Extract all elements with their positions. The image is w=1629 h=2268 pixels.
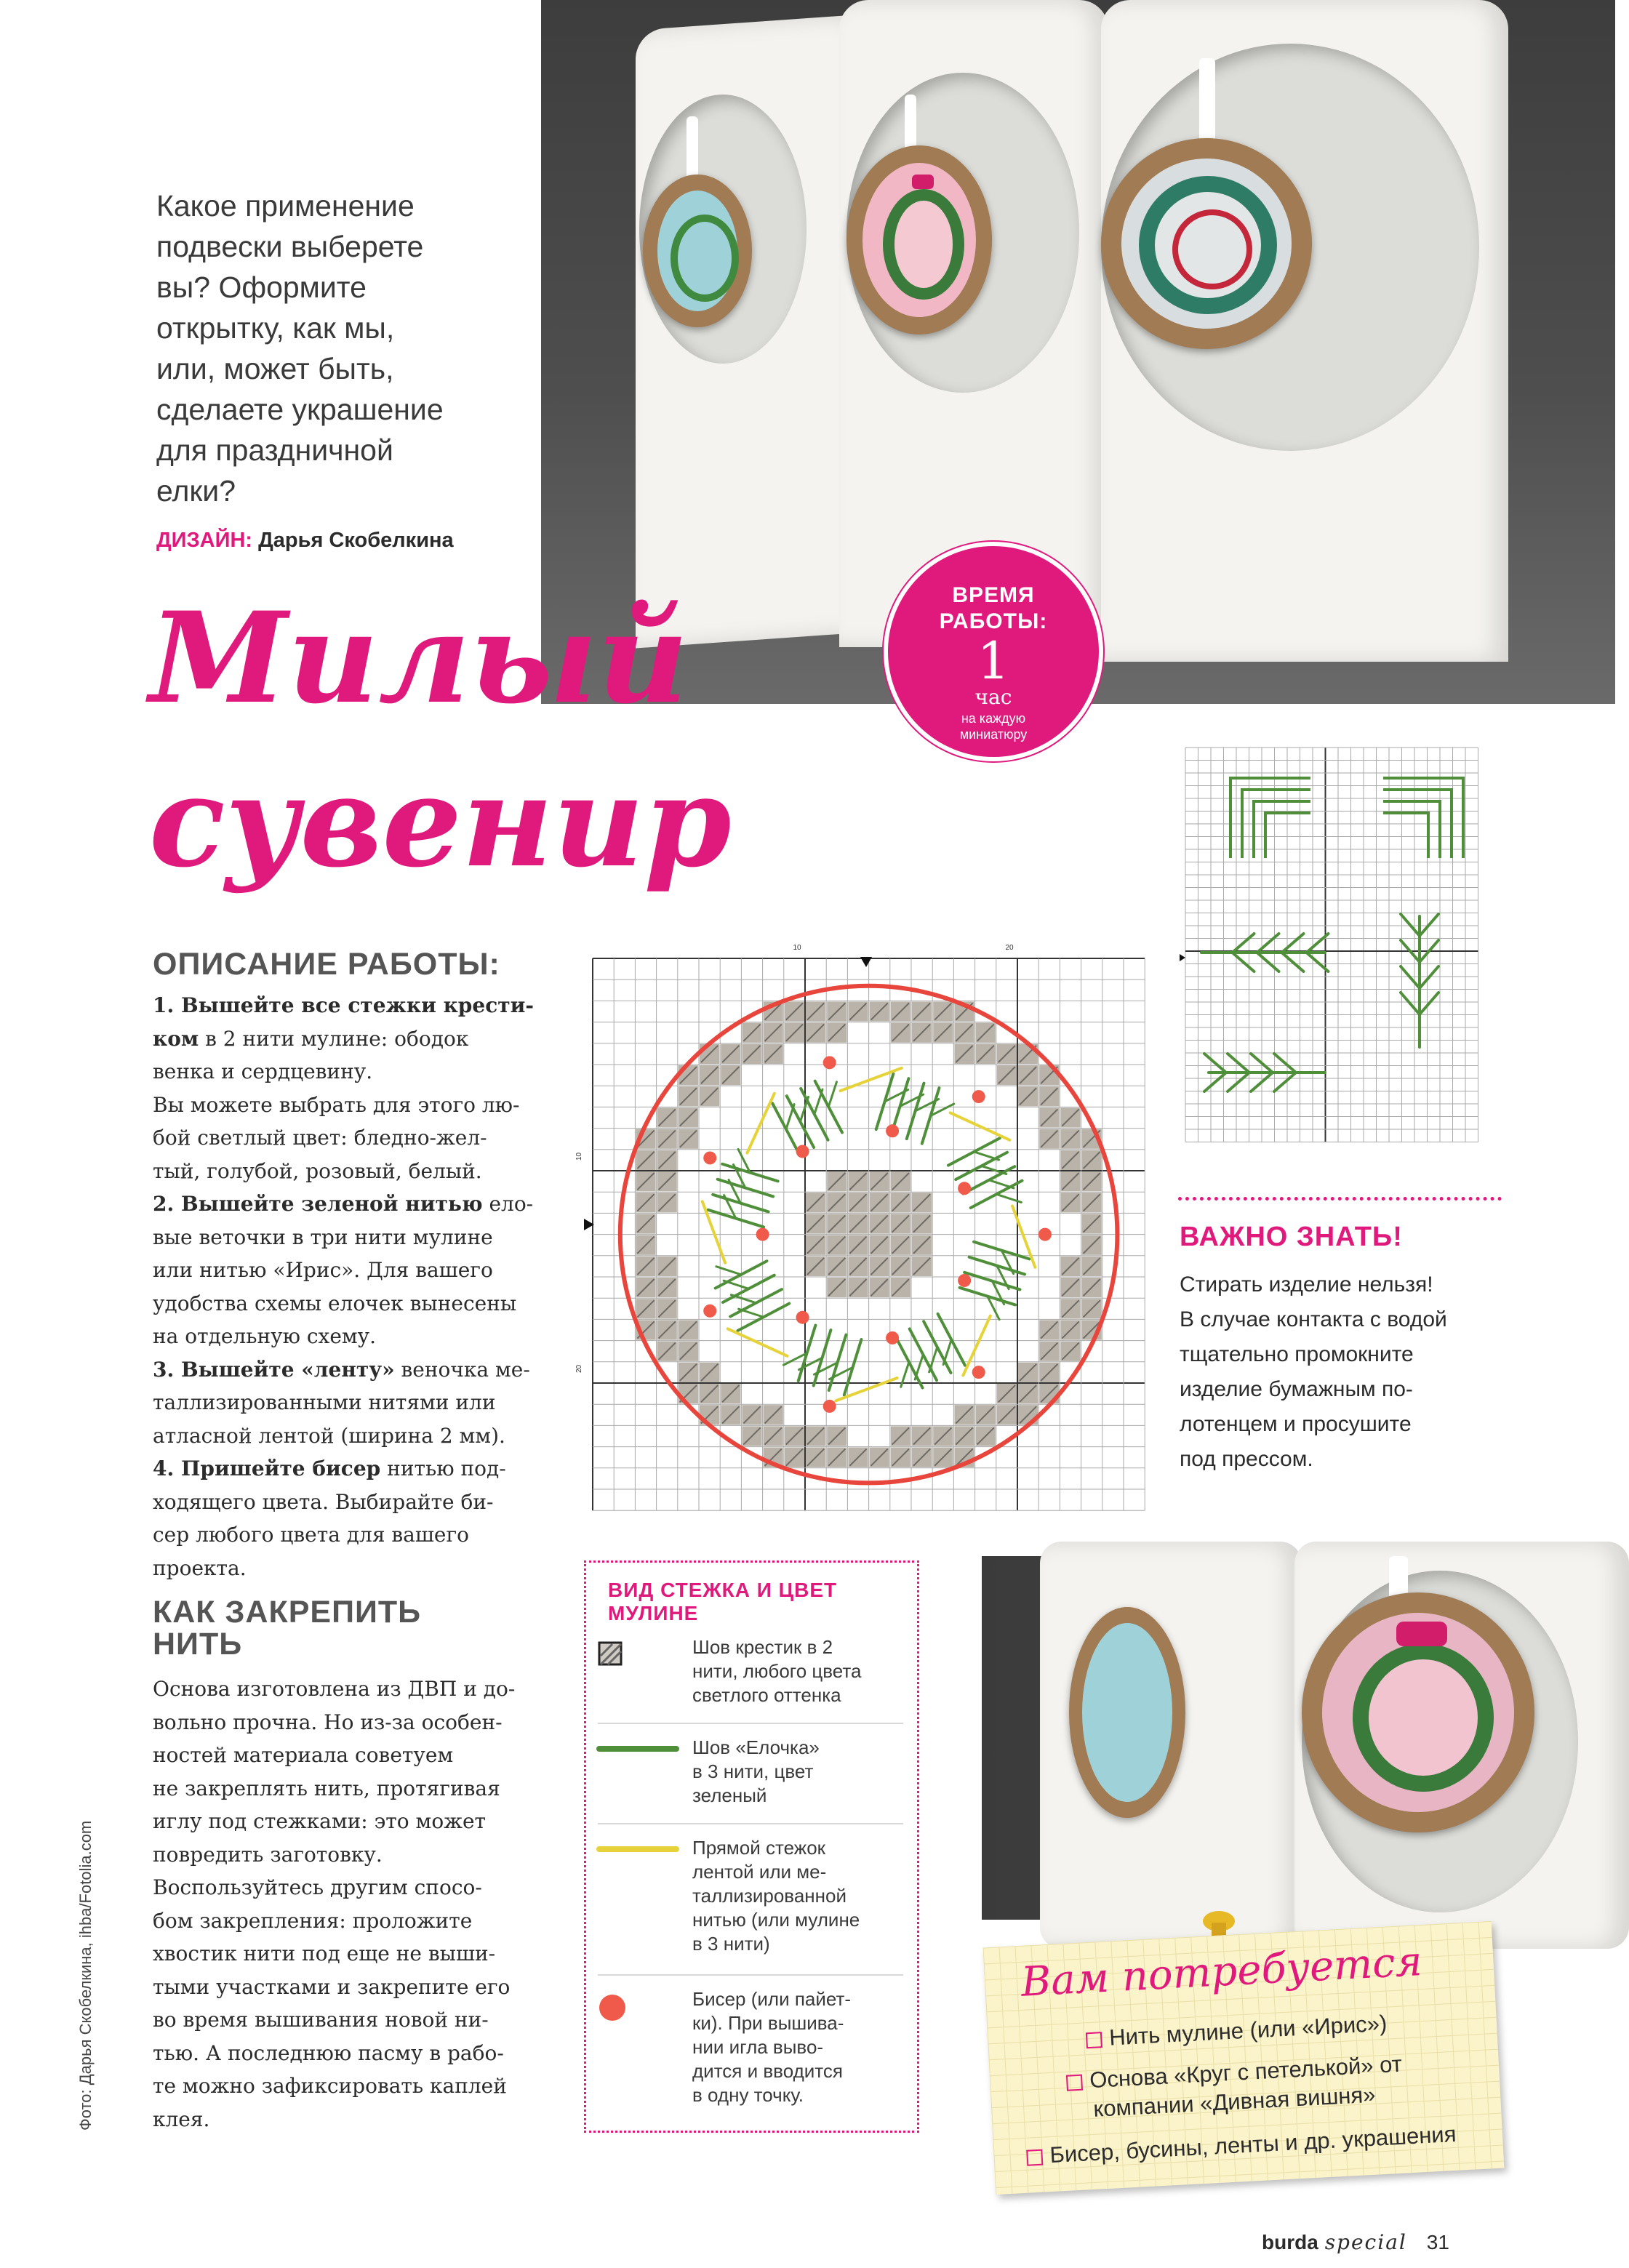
description-bold: 3. Вышейте «ленту» [153, 1357, 395, 1382]
yellow-stitch-swatch [598, 1842, 678, 1856]
description-text: на отдельную схему. [153, 1324, 377, 1348]
ornament-left [643, 175, 752, 327]
description-text: проекта. [153, 1555, 247, 1580]
legend-divider [598, 1974, 903, 1976]
description-heading: ОПИСАНИЕ РАБОТЫ: [153, 947, 500, 982]
description-line [153, 1486, 535, 1519]
description-bold: 4. Пришейте бисер [153, 1456, 381, 1480]
legend-line: дится и вводится [692, 2060, 843, 2082]
checkbox-icon [1066, 2074, 1083, 2091]
description-line [153, 1155, 535, 1188]
badge-value: 1 [977, 631, 1010, 691]
legend-line: зеленый [692, 1784, 767, 1806]
legend-heading-line: МУЛИНЕ [608, 1602, 699, 1624]
materials-item-text: компании «Дивная вишня» [1092, 2081, 1377, 2122]
fix-line: повредить заготовку. [153, 1842, 383, 1867]
fix-line: бом закрепления: проложите [153, 1908, 473, 1933]
legend-text [692, 1987, 889, 2107]
intro-line: Какое применение [156, 189, 415, 223]
fix-line: во время вышивания новой ни- [153, 2008, 489, 2032]
legend-line: светлого оттенка [692, 1684, 841, 1706]
badge-label-1: ВРЕМЯ [952, 583, 1035, 607]
description-line [153, 1320, 535, 1353]
brand-logo: burda [1262, 2231, 1318, 2253]
fix-line: те можно зафиксировать каплей [153, 2074, 507, 2098]
fix-heading [153, 1596, 421, 1660]
ornament-middle [846, 145, 992, 334]
important-line: под прессом. [1180, 1447, 1313, 1471]
badge-note-2: миниатюру [959, 727, 1028, 742]
important-heading: ВАЖНО ЗНАТЬ! [1180, 1222, 1403, 1252]
description-bold: ком [153, 1026, 199, 1051]
description-text: ело- [482, 1192, 534, 1216]
description-line [153, 1089, 535, 1122]
green-stitch-swatch [598, 1742, 678, 1756]
description-text: Вы можете выбрать для этого лю- [153, 1092, 520, 1117]
important-divider [1178, 1197, 1502, 1201]
ornament-right [1101, 138, 1312, 349]
materials-item [1085, 2011, 1388, 2053]
tick-left-10: 10 [575, 1152, 583, 1161]
checkbox-icon [1086, 2032, 1102, 2048]
description-text: вые веточки в три нити мулине [153, 1225, 493, 1249]
legend-line: в одну точку. [692, 2084, 804, 2106]
fix-line: иглу под стежками: это может [153, 1809, 487, 1833]
materials-item-text: Нить мулине (или «Ирис») [1108, 2010, 1388, 2051]
legend-line: Шов крестик в 2 [692, 1636, 833, 1658]
page-footer [1262, 2230, 1449, 2254]
legend-item-cross [598, 1635, 903, 1715]
intro-line: вы? Оформите [156, 271, 367, 304]
description-text: веночка ме- [394, 1357, 530, 1382]
fix-line: вольно прочна. Но из-за особен- [153, 1710, 503, 1734]
legend-line: Шов «Елочка» [692, 1736, 820, 1758]
description-line [153, 1518, 535, 1552]
description-text: таллизированными нитями или [153, 1390, 496, 1414]
fix-heading-line: КАК ЗАКРЕПИТЬ [153, 1595, 422, 1630]
legend-item-yellow [598, 1836, 903, 1967]
description-text: сер любого цвета для вашего [153, 1523, 469, 1547]
description-line [153, 1254, 535, 1287]
description-line [153, 1552, 535, 1585]
materials-item-text: Основа «Круг с петелькой» от [1089, 2051, 1403, 2093]
tick-left-20: 20 [575, 1364, 583, 1373]
ornament-left [1069, 1607, 1185, 1818]
legend-line: лентой или ме- [692, 1861, 827, 1883]
description-line [153, 1022, 535, 1056]
materials-item [1026, 2121, 1457, 2170]
work-time-badge [884, 542, 1103, 761]
tick-top-20: 20 [1005, 944, 1014, 952]
legend-line: нии игла выво- [692, 2036, 824, 2058]
title-line-2: сувенир [149, 748, 732, 895]
description-line [153, 989, 535, 1022]
badge-unit: час [974, 685, 1012, 709]
page-number: 31 [1426, 2231, 1449, 2253]
tick-top-10: 10 [793, 944, 801, 952]
fix-line: тью. А последнюю пасму в рабо- [153, 2040, 504, 2065]
legend-line: в 3 нити) [692, 1933, 770, 1955]
checkbox-icon [1026, 2149, 1043, 2165]
fix-body [153, 1672, 535, 2136]
bead-swatch [598, 1993, 627, 2022]
description-line [153, 1386, 535, 1419]
badge-label-2: РАБОТЫ: [939, 609, 1048, 633]
fix-line: Воспользуйтесь другим спосо- [153, 1875, 482, 1899]
important-line: тщательно промокните [1180, 1342, 1414, 1366]
fix-line: клея. [153, 2107, 210, 2131]
legend-line: Бисер (или пайет- [692, 1988, 852, 2010]
important-line: изделие бумажным по- [1180, 1377, 1413, 1401]
description-bold: 1. Вышейте все стежки крести- [153, 993, 534, 1017]
legend-text [692, 1836, 889, 1956]
designer-name: Дарья Скобелкина [258, 529, 454, 552]
mini-center-arrow [1180, 954, 1185, 961]
design-credit [156, 529, 454, 553]
fix-line: тыми участками и закрепите его [153, 1974, 511, 1999]
description-text: венка и сердцевину. [153, 1059, 373, 1083]
important-body [1180, 1267, 1492, 1477]
description-line [153, 1287, 535, 1321]
description-text: бой светлый цвет: бледно-жел- [153, 1126, 487, 1150]
photo-credit: Фото: Дарья Скобелкина, ihba/Fotolia.com [76, 1820, 95, 2131]
legend-divider [598, 1723, 903, 1724]
legend-line: нитью (или мулине [692, 1909, 860, 1931]
description-line [153, 1121, 535, 1155]
description-line [153, 1221, 535, 1254]
title-line-1: Милый [149, 584, 689, 732]
description-text: удобства схемы елочек вынесены [153, 1291, 517, 1315]
description-text: нитью под- [380, 1456, 506, 1480]
intro-line: елки? [156, 474, 236, 508]
description-line [153, 1419, 535, 1453]
legend-line: Прямой стежок [692, 1837, 826, 1859]
branch-stitch-chart [1180, 742, 1485, 1149]
fix-line: не закреплять нить, протягивая [153, 1776, 500, 1800]
intro-text [156, 185, 542, 511]
description-text: ходящего цвета. Выбирайте би- [153, 1489, 494, 1514]
important-line: лотенцем и просушите [1180, 1412, 1412, 1436]
materials-note [983, 1921, 1505, 2195]
fix-heading-line: НИТЬ [153, 1627, 243, 1662]
intro-line: или, может быть, [156, 352, 394, 385]
description-bold: 2. Вышейте зеленой нитью [153, 1192, 483, 1216]
legend-line: нити, любого цвета [692, 1660, 862, 1682]
design-label: ДИЗАЙН: [156, 529, 253, 552]
legend-item-bead [598, 1987, 903, 2118]
detail-photo [982, 1556, 1615, 1920]
materials-heading: Вам потребуется [1020, 1938, 1424, 2006]
description-text: в 2 нити мулине: ободок [199, 1026, 469, 1051]
description-line [153, 1452, 535, 1486]
cross-stitch-chart [575, 942, 1151, 1502]
description-line [153, 1187, 535, 1221]
materials-item-text: Бисер, бусины, ленты и др. украшения [1049, 2120, 1457, 2168]
description-text: или нитью «Ирис». Для вашего [153, 1258, 493, 1282]
stitch-legend [584, 1560, 919, 2133]
intro-line: подвески выберете [156, 230, 424, 263]
legend-heading [608, 1579, 837, 1625]
important-line: Стирать изделие нельзя! [1180, 1273, 1433, 1297]
legend-line: ки). При вышива- [692, 2012, 844, 2034]
legend-line: в 3 нити, цвет [692, 1760, 814, 1782]
ornament-right [1302, 1592, 1534, 1832]
brand-special: special [1324, 2230, 1407, 2254]
legend-line: таллизированной [692, 1885, 846, 1907]
legend-divider [598, 1823, 903, 1824]
fix-line: Основа изготовлена из ДВП и до- [153, 1677, 516, 1701]
fix-line: ностей материала советуем [153, 1743, 454, 1767]
mini-green-stitches [1201, 778, 1463, 1091]
important-line: В случае контакта с водой [1180, 1307, 1447, 1331]
description-line [153, 1055, 535, 1089]
cross-stitch-swatch [598, 1641, 623, 1666]
description-text: тый, голубой, розовый, белый. [153, 1158, 482, 1183]
description-text: атласной лентой (ширина 2 мм). [153, 1423, 505, 1448]
description-body [153, 989, 535, 1584]
badge-note-1: на каждую [961, 711, 1026, 726]
description-line [153, 1353, 535, 1387]
legend-text [692, 1736, 889, 1808]
legend-heading-line: ВИД СТЕЖКА И ЦВЕТ [608, 1579, 838, 1601]
intro-line: для праздничной [156, 433, 393, 467]
legend-item-green [598, 1736, 903, 1816]
intro-line: открытку, как мы, [156, 311, 395, 345]
legend-text [692, 1635, 889, 1707]
fix-line: хвостик нити под еще не выши- [153, 1942, 496, 1966]
chart-grid [593, 958, 1145, 1510]
center-arrow-top [860, 957, 872, 967]
intro-line: сделаете украшение [156, 393, 444, 426]
